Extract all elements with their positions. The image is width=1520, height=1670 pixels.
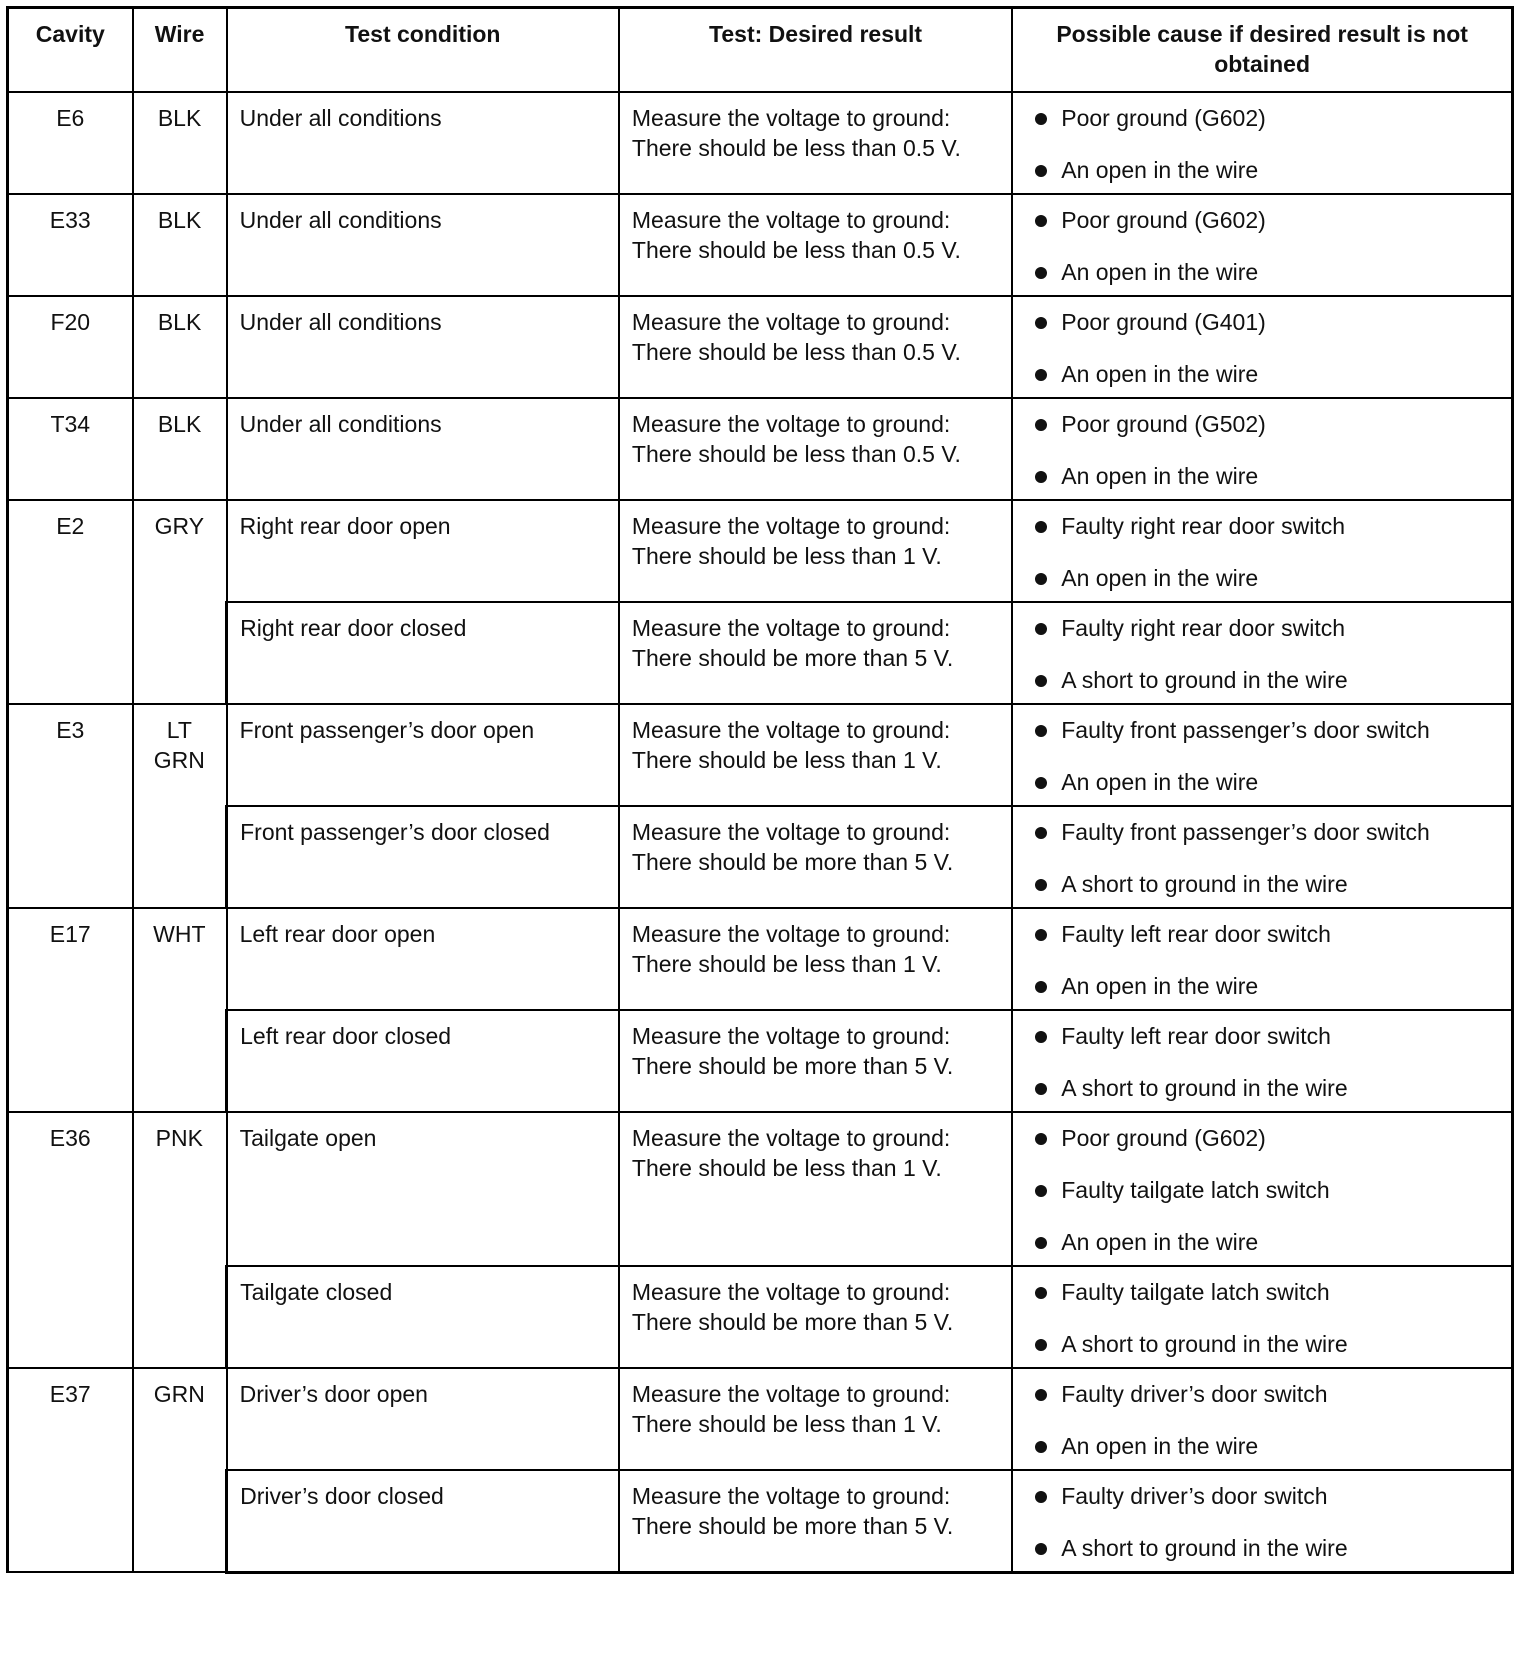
test-condition-cell: Right rear door open — [227, 500, 619, 602]
cavity-cell: E17 — [8, 908, 133, 1112]
cause-item: Faulty right rear door switch — [1025, 613, 1499, 643]
desired-result-cell: Measure the voltage to ground: There should be less than 1 V. — [619, 500, 1012, 602]
desired-result-cell: Measure the voltage to ground: There should be more than 5 V. — [619, 602, 1012, 704]
possible-cause-cell — [1012, 1266, 1512, 1368]
test-condition-cell: Under all conditions — [227, 92, 619, 194]
table-row — [8, 1470, 1513, 1572]
cause-item: Faulty left rear door switch — [1025, 919, 1499, 949]
table-row — [8, 602, 1513, 704]
header-desired-result: Test: Desired result — [619, 8, 1012, 93]
cause-item: An open in the wire — [1025, 257, 1499, 287]
cause-item: Poor ground (G502) — [1025, 409, 1499, 439]
cause-list — [1025, 1277, 1499, 1359]
table-row — [8, 500, 1513, 602]
possible-cause-cell — [1012, 806, 1512, 908]
cause-item: Faulty left rear door switch — [1025, 1021, 1499, 1051]
cause-item: Poor ground (G401) — [1025, 307, 1499, 337]
test-condition-cell: Under all conditions — [227, 296, 619, 398]
desired-result-cell: Measure the voltage to ground: There should be more than 5 V. — [619, 806, 1012, 908]
desired-result-cell: Measure the voltage to ground: There should be less than 1 V. — [619, 1112, 1012, 1266]
cavity-cell: T34 — [8, 398, 133, 500]
cause-item: Faulty front passenger’s door switch — [1025, 817, 1499, 847]
cause-list — [1025, 613, 1499, 695]
cause-item: A short to ground in the wire — [1025, 1073, 1499, 1103]
possible-cause-cell — [1012, 704, 1512, 806]
cause-item: Poor ground (G602) — [1025, 1123, 1499, 1153]
cause-item: An open in the wire — [1025, 359, 1499, 389]
cavity-cell: E2 — [8, 500, 133, 704]
header-wire: Wire — [133, 8, 227, 93]
cause-item: An open in the wire — [1025, 1431, 1499, 1461]
cause-list — [1025, 103, 1499, 185]
table-row — [8, 296, 1513, 398]
cause-item: Faulty front passenger’s door switch — [1025, 715, 1499, 745]
cause-list — [1025, 817, 1499, 899]
cause-item: Faulty tailgate latch switch — [1025, 1175, 1499, 1205]
desired-result-cell: Measure the voltage to ground: There should be more than 5 V. — [619, 1470, 1012, 1572]
test-condition-cell: Right rear door closed — [227, 602, 619, 704]
cause-list — [1025, 205, 1499, 287]
possible-cause-cell — [1012, 92, 1512, 194]
wire-cell: PNK — [133, 1112, 227, 1368]
wire-cell: WHT — [133, 908, 227, 1112]
possible-cause-cell — [1012, 500, 1512, 602]
cause-list — [1025, 307, 1499, 389]
cause-item: An open in the wire — [1025, 563, 1499, 593]
possible-cause-cell — [1012, 908, 1512, 1010]
table-row — [8, 398, 1513, 500]
wire-cell: GRN — [133, 1368, 227, 1572]
cavity-cell: E33 — [8, 194, 133, 296]
desired-result-cell: Measure the voltage to ground: There should be more than 5 V. — [619, 1010, 1012, 1112]
wire-cell: BLK — [133, 194, 227, 296]
cause-item: A short to ground in the wire — [1025, 1533, 1499, 1563]
desired-result-cell: Measure the voltage to ground: There should be less than 1 V. — [619, 704, 1012, 806]
table-row — [8, 92, 1513, 194]
cause-list — [1025, 409, 1499, 491]
wire-cell: BLK — [133, 296, 227, 398]
cause-item: An open in the wire — [1025, 1227, 1499, 1257]
cause-list — [1025, 1123, 1499, 1257]
wire-cell: BLK — [133, 398, 227, 500]
cause-item: Faulty driver’s door switch — [1025, 1481, 1499, 1511]
wire-cell: GRY — [133, 500, 227, 704]
cause-item: An open in the wire — [1025, 461, 1499, 491]
table-row — [8, 1010, 1513, 1112]
cavity-cell: E6 — [8, 92, 133, 194]
header-test-condition: Test condition — [227, 8, 619, 93]
test-condition-cell: Left rear door closed — [227, 1010, 619, 1112]
cavity-cell: E3 — [8, 704, 133, 908]
header-possible-cause: Possible cause if desired result is not obtained — [1012, 8, 1512, 93]
cavity-cell: F20 — [8, 296, 133, 398]
cavity-cell: E37 — [8, 1368, 133, 1572]
cause-item: Faulty right rear door switch — [1025, 511, 1499, 541]
cause-list — [1025, 1379, 1499, 1461]
wire-cell: LT GRN — [133, 704, 227, 908]
cause-item: An open in the wire — [1025, 767, 1499, 797]
test-condition-cell: Front passenger’s door open — [227, 704, 619, 806]
cause-list — [1025, 919, 1499, 1001]
table-row — [8, 1266, 1513, 1368]
cause-item: Faulty driver’s door switch — [1025, 1379, 1499, 1409]
table-row — [8, 1368, 1513, 1470]
desired-result-cell: Measure the voltage to ground: There should be less than 0.5 V. — [619, 398, 1012, 500]
cause-item: A short to ground in the wire — [1025, 1329, 1499, 1359]
possible-cause-cell — [1012, 398, 1512, 500]
header-cavity: Cavity — [8, 8, 133, 93]
test-condition-cell: Tailgate closed — [227, 1266, 619, 1368]
desired-result-cell: Measure the voltage to ground: There should be less than 0.5 V. — [619, 296, 1012, 398]
possible-cause-cell — [1012, 194, 1512, 296]
possible-cause-cell — [1012, 1010, 1512, 1112]
cause-item: An open in the wire — [1025, 155, 1499, 185]
possible-cause-cell — [1012, 1470, 1512, 1572]
desired-result-cell: Measure the voltage to ground: There should be more than 5 V. — [619, 1266, 1012, 1368]
cause-item: Faulty tailgate latch switch — [1025, 1277, 1499, 1307]
cause-item: Poor ground (G602) — [1025, 205, 1499, 235]
table-row — [8, 704, 1513, 806]
possible-cause-cell — [1012, 1112, 1512, 1266]
possible-cause-cell — [1012, 296, 1512, 398]
test-condition-cell: Left rear door open — [227, 908, 619, 1010]
table-row — [8, 806, 1513, 908]
cause-item: A short to ground in the wire — [1025, 869, 1499, 899]
cause-item: A short to ground in the wire — [1025, 665, 1499, 695]
test-condition-cell: Driver’s door open — [227, 1368, 619, 1470]
cause-item: Poor ground (G602) — [1025, 103, 1499, 133]
possible-cause-cell — [1012, 1368, 1512, 1470]
cause-list — [1025, 1021, 1499, 1103]
cause-item: An open in the wire — [1025, 971, 1499, 1001]
table-row — [8, 1112, 1513, 1266]
wire-cell: BLK — [133, 92, 227, 194]
table-row — [8, 908, 1513, 1010]
test-condition-cell: Tailgate open — [227, 1112, 619, 1266]
test-condition-cell: Driver’s door closed — [227, 1470, 619, 1572]
cause-list — [1025, 715, 1499, 797]
test-condition-cell: Front passenger’s door closed — [227, 806, 619, 908]
desired-result-cell: Measure the voltage to ground: There should be less than 0.5 V. — [619, 92, 1012, 194]
desired-result-cell: Measure the voltage to ground: There should be less than 1 V. — [619, 1368, 1012, 1470]
desired-result-cell: Measure the voltage to ground: There should be less than 0.5 V. — [619, 194, 1012, 296]
header-row — [8, 8, 1513, 93]
cause-list — [1025, 511, 1499, 593]
diagnostic-table — [6, 6, 1514, 1574]
test-condition-cell: Under all conditions — [227, 194, 619, 296]
test-condition-cell: Under all conditions — [227, 398, 619, 500]
possible-cause-cell — [1012, 602, 1512, 704]
table-row — [8, 194, 1513, 296]
cause-list — [1025, 1481, 1499, 1563]
cavity-cell: E36 — [8, 1112, 133, 1368]
desired-result-cell: Measure the voltage to ground: There should be less than 1 V. — [619, 908, 1012, 1010]
